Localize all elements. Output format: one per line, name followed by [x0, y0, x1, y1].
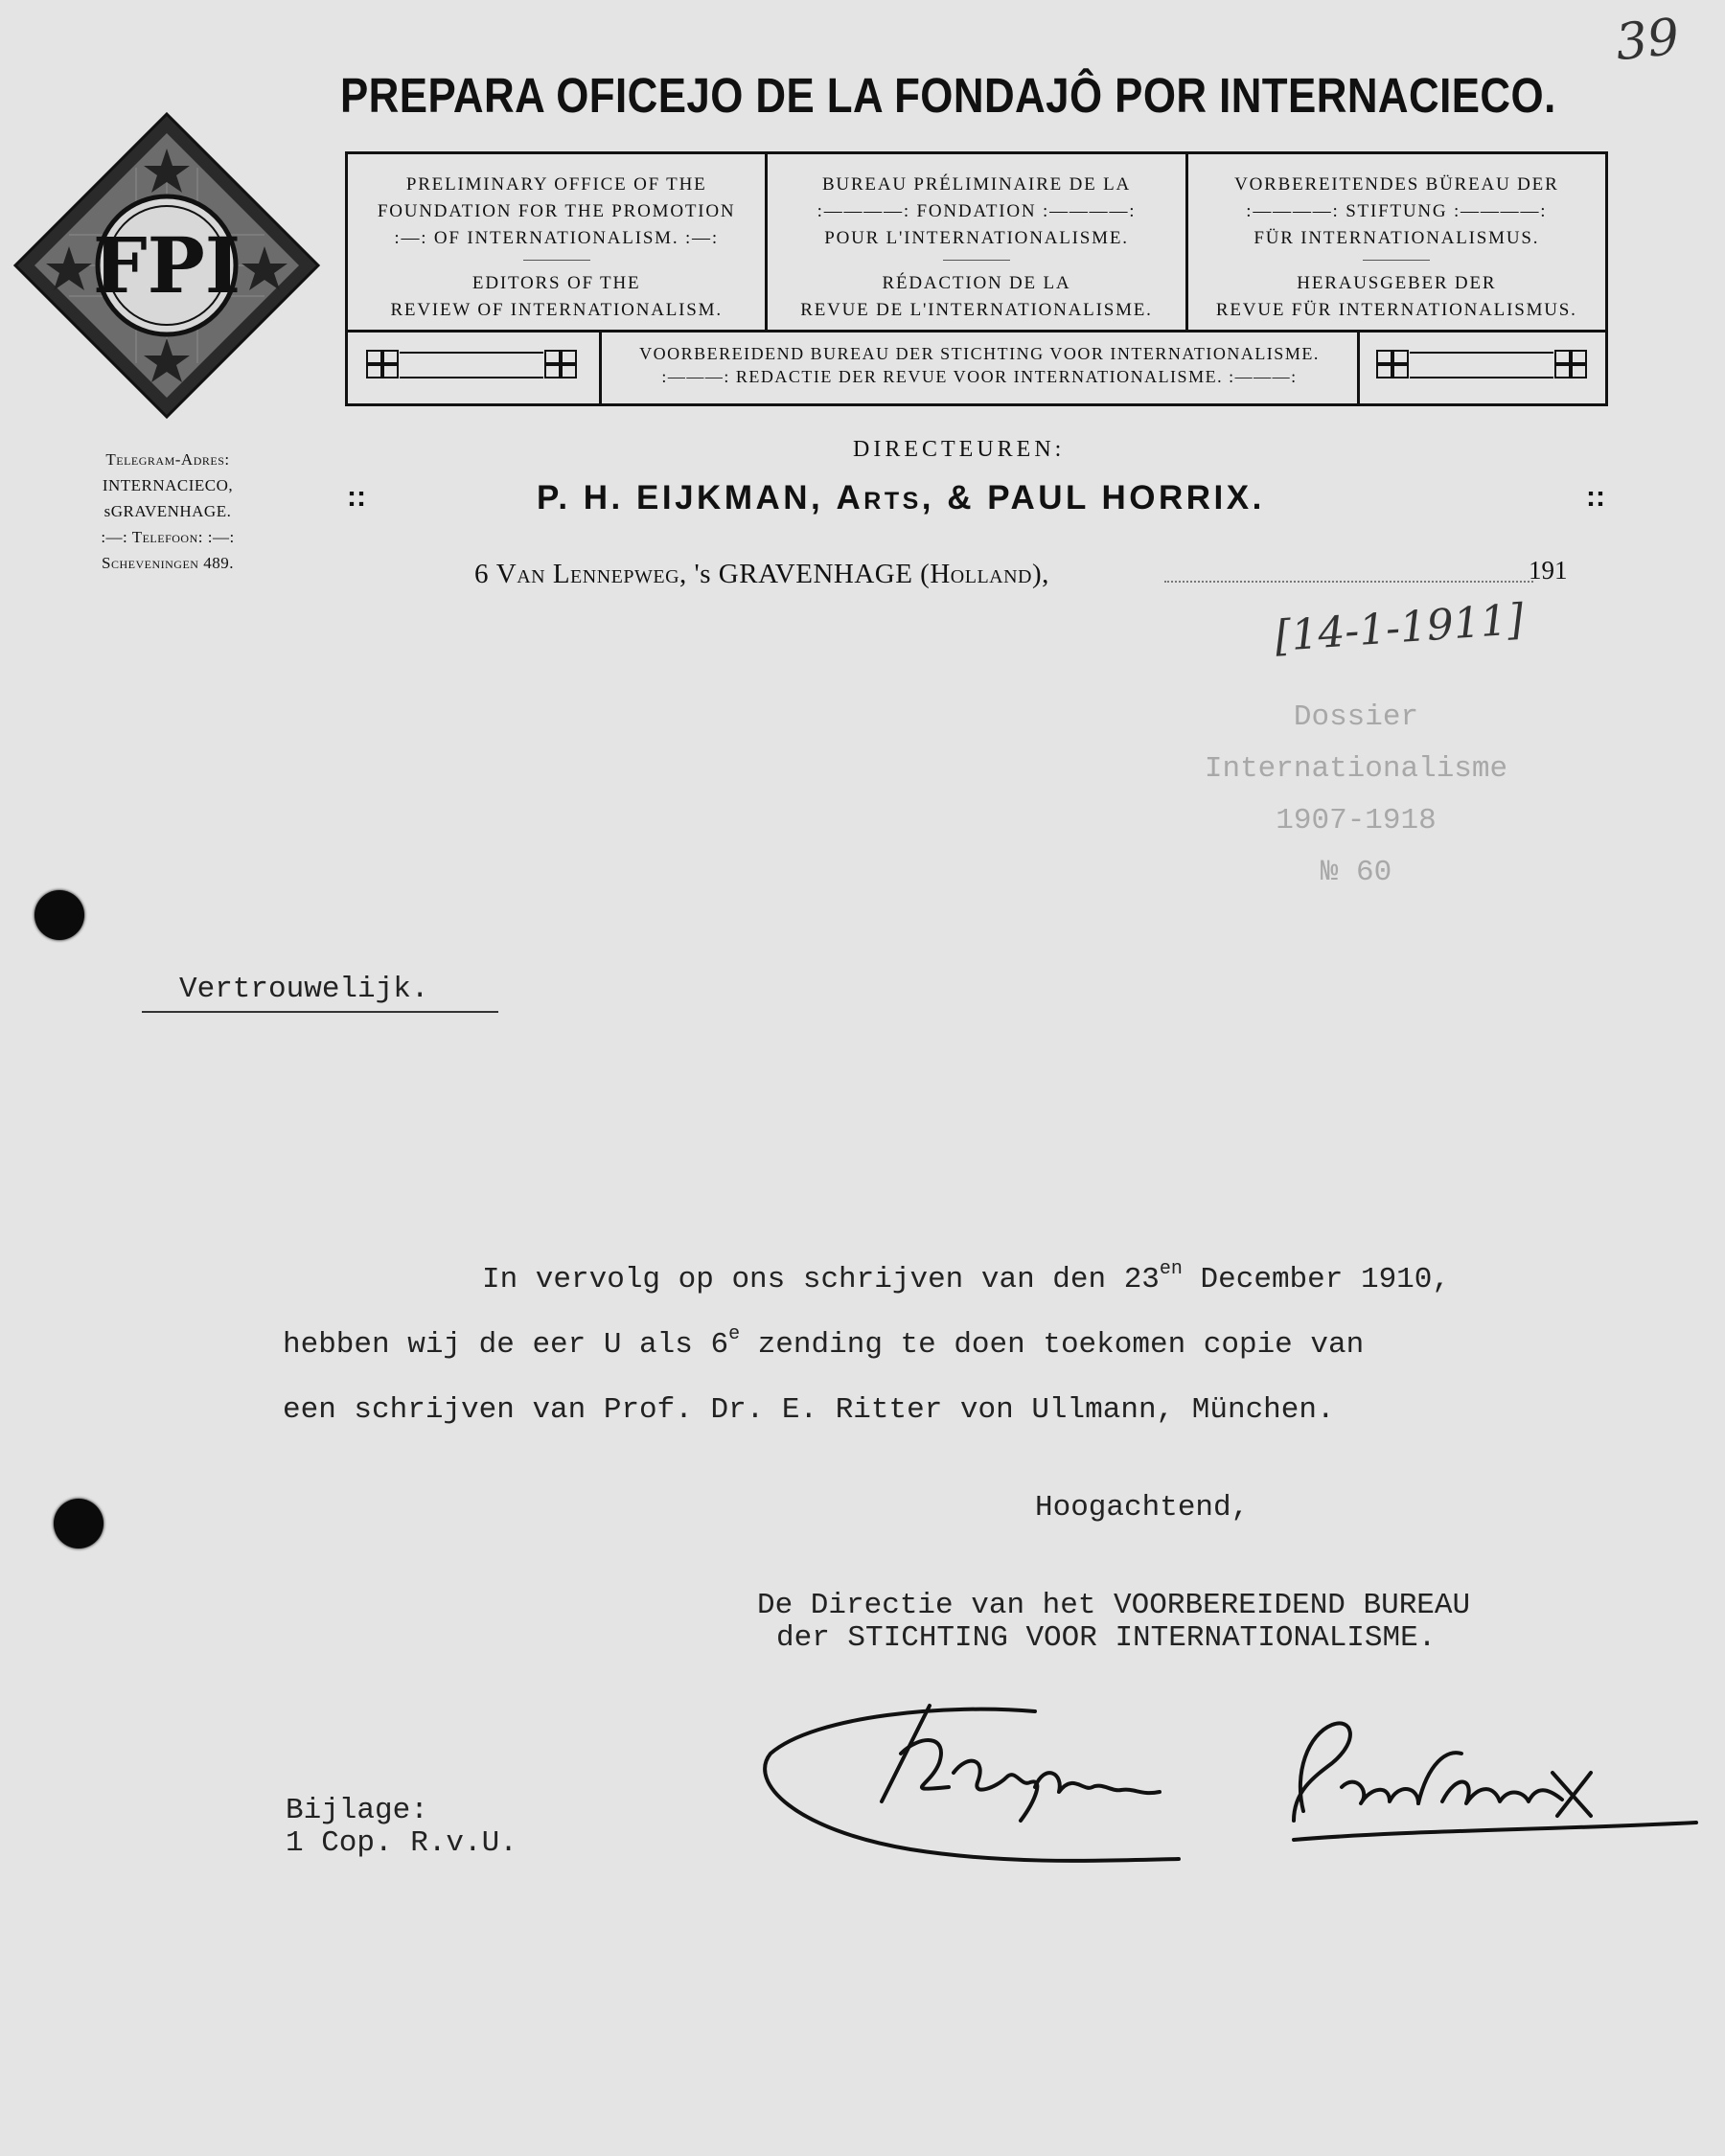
dutch-line: VOORBEREIDEND BUREAU DER STICHTING VOOR INTERNATIONALISME.: [639, 344, 1320, 363]
address-part: , 's GRAVENHAGE (: [679, 559, 931, 589]
confidential-underline: [142, 1011, 498, 1013]
body-text: hebben wij de eer U als 6: [283, 1328, 729, 1362]
address-part: 6: [474, 559, 496, 589]
stamp-line: № 60: [1320, 856, 1392, 889]
handwritten-signatures: [757, 1696, 1706, 1897]
column-line: :————: STIFTUNG :————:: [1246, 201, 1548, 221]
body-text: December 1910,: [1182, 1263, 1450, 1296]
telegram-name: INTERNACIECO,: [102, 476, 234, 494]
enclosure-label: Bijlage:: [286, 1794, 428, 1827]
stamp-line: Dossier: [1293, 700, 1419, 734]
dutch-title-cell: [599, 330, 1360, 403]
column-line: EDITORS OF THE: [472, 273, 641, 293]
phone-label: :—: Telefoon: :—:: [101, 528, 235, 546]
letterhead-table: [345, 151, 1608, 406]
body-line: [283, 1323, 1365, 1362]
ornament-dots-right: ::: [1586, 481, 1605, 513]
column-line: RÉDACTION DE LA: [882, 273, 1071, 293]
column-line: VORBEREITENDES BÜREAU DER: [1234, 174, 1559, 195]
superscript: en: [1159, 1258, 1183, 1280]
dutch-line: :———: REDACTIE DER REVUE VOOR INTERNATIONALISME. :———:: [661, 367, 1298, 386]
punch-hole: [34, 890, 84, 940]
column-separator: [1363, 260, 1430, 261]
french-column: [765, 154, 1184, 330]
directors-names: [537, 479, 1265, 517]
telegram-label: Telegram-Adres:: [105, 450, 230, 469]
address-part: ),: [1032, 559, 1049, 589]
ornament-dots-left: ::: [347, 481, 366, 513]
closing-salutation: Hoogachtend,: [1035, 1491, 1250, 1525]
body-text: In vervolg op ons schrijven van den 23: [482, 1263, 1160, 1296]
signatory-line: der STICHTING VOOR INTERNATIONALISME.: [776, 1621, 1437, 1655]
directors-title: Arts: [836, 479, 922, 516]
address-country: Holland: [930, 559, 1032, 589]
column-line: HERAUSGEBER DER: [1297, 273, 1497, 293]
column-line: FÜR INTERNATIONALISMUS.: [1254, 228, 1540, 248]
english-column: [348, 154, 765, 330]
body-line: [482, 1258, 1450, 1296]
handwritten-date: [14-1-1911]: [1273, 594, 1526, 662]
body-text: zending te doen toekomen copie van: [740, 1328, 1365, 1362]
logo-letters: FPI: [92, 220, 242, 310]
street-address: [474, 559, 1049, 590]
ornament-right: [1360, 330, 1605, 403]
punch-hole: [54, 1499, 104, 1548]
column-separator: [943, 260, 1010, 261]
stamp-line: 1907-1918: [1276, 804, 1437, 837]
telegram-city: sGRAVENHAGE.: [104, 502, 232, 520]
fpi-diamond-logo: [12, 110, 322, 421]
column-line: :—: OF INTERNATIONALISM. :—:: [394, 228, 719, 248]
column-line: REVUE DE L'INTERNATIONALISME.: [800, 300, 1153, 320]
column-line: FOUNDATION FOR THE PROMOTION: [377, 201, 736, 221]
archive-stamp: [1179, 692, 1533, 899]
directors-label: DIRECTEUREN:: [853, 437, 1066, 462]
directors-part: P. H. EIJKMAN,: [537, 479, 837, 516]
ornament-left: [348, 330, 599, 403]
telegram-address-block: [58, 447, 278, 576]
confidential-heading: Vertrouwelijk.: [179, 973, 429, 1006]
signatory-line: De Directie van het VOORBEREIDEND BUREAU: [757, 1589, 1471, 1622]
enclosure-item: 1 Cop. R.v.U.: [286, 1826, 518, 1860]
column-separator: [523, 260, 590, 261]
letterhead-title: PREPARA OFICEJO DE LA FONDAJÔ POR INTERNACIECO.: [340, 68, 1556, 123]
column-line: BUREAU PRÉLIMINAIRE DE LA: [821, 174, 1132, 195]
german-column: [1185, 154, 1605, 330]
phone-number: Scheveningen 489.: [102, 554, 234, 572]
superscript: e: [728, 1323, 741, 1345]
body-line: een schrijven van Prof. Dr. E. Ritter von Ullmann, München.: [283, 1393, 1335, 1427]
address-street: Van Lennepweg: [495, 559, 680, 589]
column-line: :————: FONDATION :————:: [816, 201, 1137, 221]
year-prefix: 191: [1529, 556, 1568, 585]
column-line: REVIEW OF INTERNATIONALISM.: [390, 300, 723, 320]
column-line: POUR L'INTERNATIONALISME.: [824, 228, 1129, 248]
date-dotted-line: [1164, 581, 1533, 583]
column-line: REVUE FÜR INTERNATIONALISMUS.: [1215, 300, 1577, 320]
handwritten-page-number: 39: [1613, 8, 1683, 73]
column-line: PRELIMINARY OFFICE OF THE: [405, 174, 707, 195]
stamp-line: Internationalisme: [1204, 752, 1508, 786]
directors-part: , & PAUL HORRIX.: [921, 479, 1265, 516]
